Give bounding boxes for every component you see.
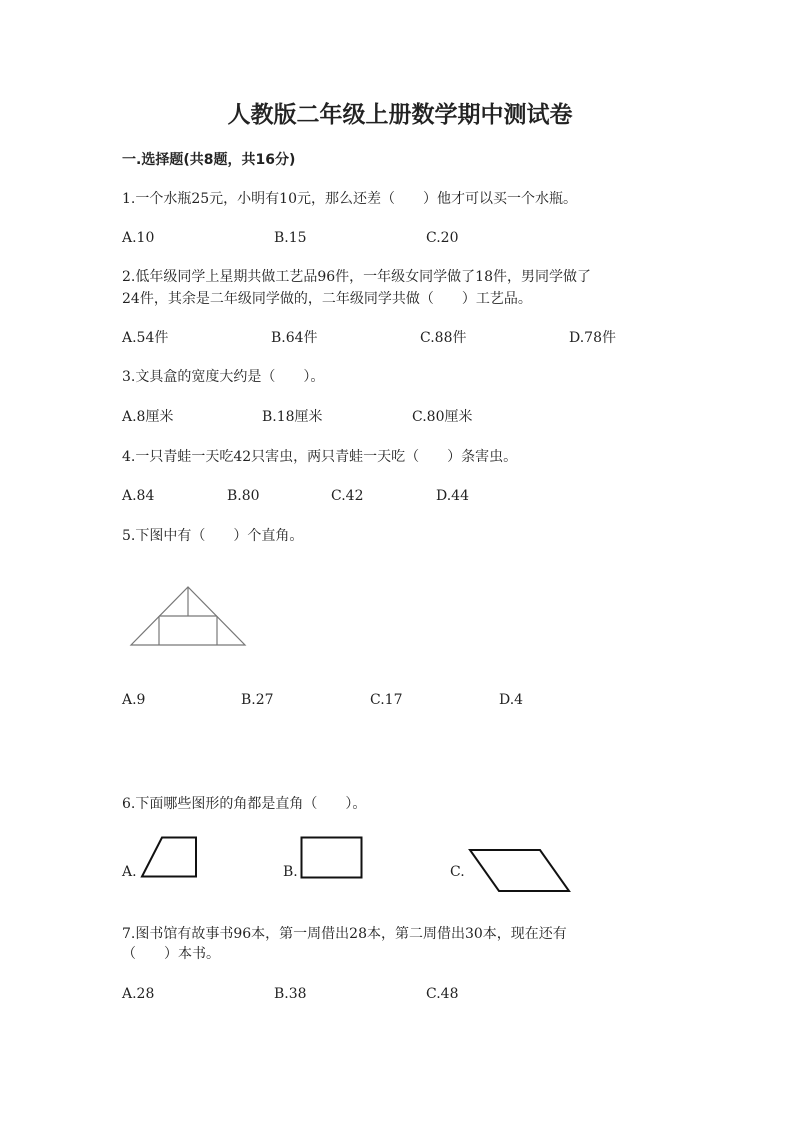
question-7-text-line1: 7.图书馆有故事书96本，第一周借出28本，第二周借出30本，现在还有 [122,926,567,942]
rectangle-shape [300,836,363,879]
q7-option-b[interactable]: B.38 [274,986,307,1002]
q4-option-c[interactable]: C.42 [331,488,364,504]
section-heading: 一.选择题(共8题，共16分) [122,152,296,168]
q2-option-b[interactable]: B.64件 [271,330,318,346]
roof-triangle-figure [126,583,251,649]
q6-option-b-label[interactable]: B. [283,864,298,880]
page-title: 人教版二年级上册数学期中测试卷 [227,102,573,128]
q3-option-a[interactable]: A.8厘米 [122,409,174,425]
question-4-text: 4.一只青蛙一天吃42只害虫，两只青蛙一天吃（ ）条害虫。 [122,449,518,465]
question-1-text: 1.一个水瓶25元，小明有10元，那么还差（ ）他才可以买一个水瓶。 [122,191,577,207]
q4-option-d[interactable]: D.44 [436,488,469,504]
q3-option-c[interactable]: C.80厘米 [412,409,473,425]
q6-option-c-label[interactable]: C. [450,864,465,880]
q5-option-b[interactable]: B.27 [241,692,274,708]
question-6-text: 6.下面哪些图形的角都是直角（ ）。 [122,796,367,812]
q2-option-c[interactable]: C.88件 [420,330,467,346]
q5-option-a[interactable]: A.9 [122,692,146,708]
question-2-text-line1: 2.低年级同学上星期共做工艺品96件，一年级女同学做了18件，男同学做了 [122,269,591,285]
q2-option-d[interactable]: D.78件 [569,330,616,346]
q7-option-c[interactable]: C.48 [426,986,459,1002]
q2-option-a[interactable]: A.54件 [122,330,169,346]
q4-option-a[interactable]: A.84 [122,488,155,504]
q4-option-b[interactable]: B.80 [227,488,260,504]
question-2-text-line2: 24件，其余是二年级同学做的，二年级同学共做（ ）工艺品。 [122,291,532,307]
q6-option-a-label[interactable]: A. [122,864,137,880]
q1-option-a[interactable]: A.10 [122,230,155,246]
q5-option-c[interactable]: C.17 [370,692,403,708]
question-5-text: 5.下图中有（ ）个直角。 [122,528,304,544]
q1-option-b[interactable]: B.15 [274,230,307,246]
q7-option-a[interactable]: A.28 [122,986,155,1002]
q5-option-d[interactable]: D.4 [499,692,524,708]
question-7-text-line2: （ ）本书。 [122,946,220,962]
q3-option-b[interactable]: B.18厘米 [262,409,323,425]
q1-option-c[interactable]: C.20 [426,230,459,246]
question-3-text: 3.文具盒的宽度大约是（ ）。 [122,369,325,385]
trapezoid-shape [140,836,198,878]
parallelogram-shape [468,848,572,894]
